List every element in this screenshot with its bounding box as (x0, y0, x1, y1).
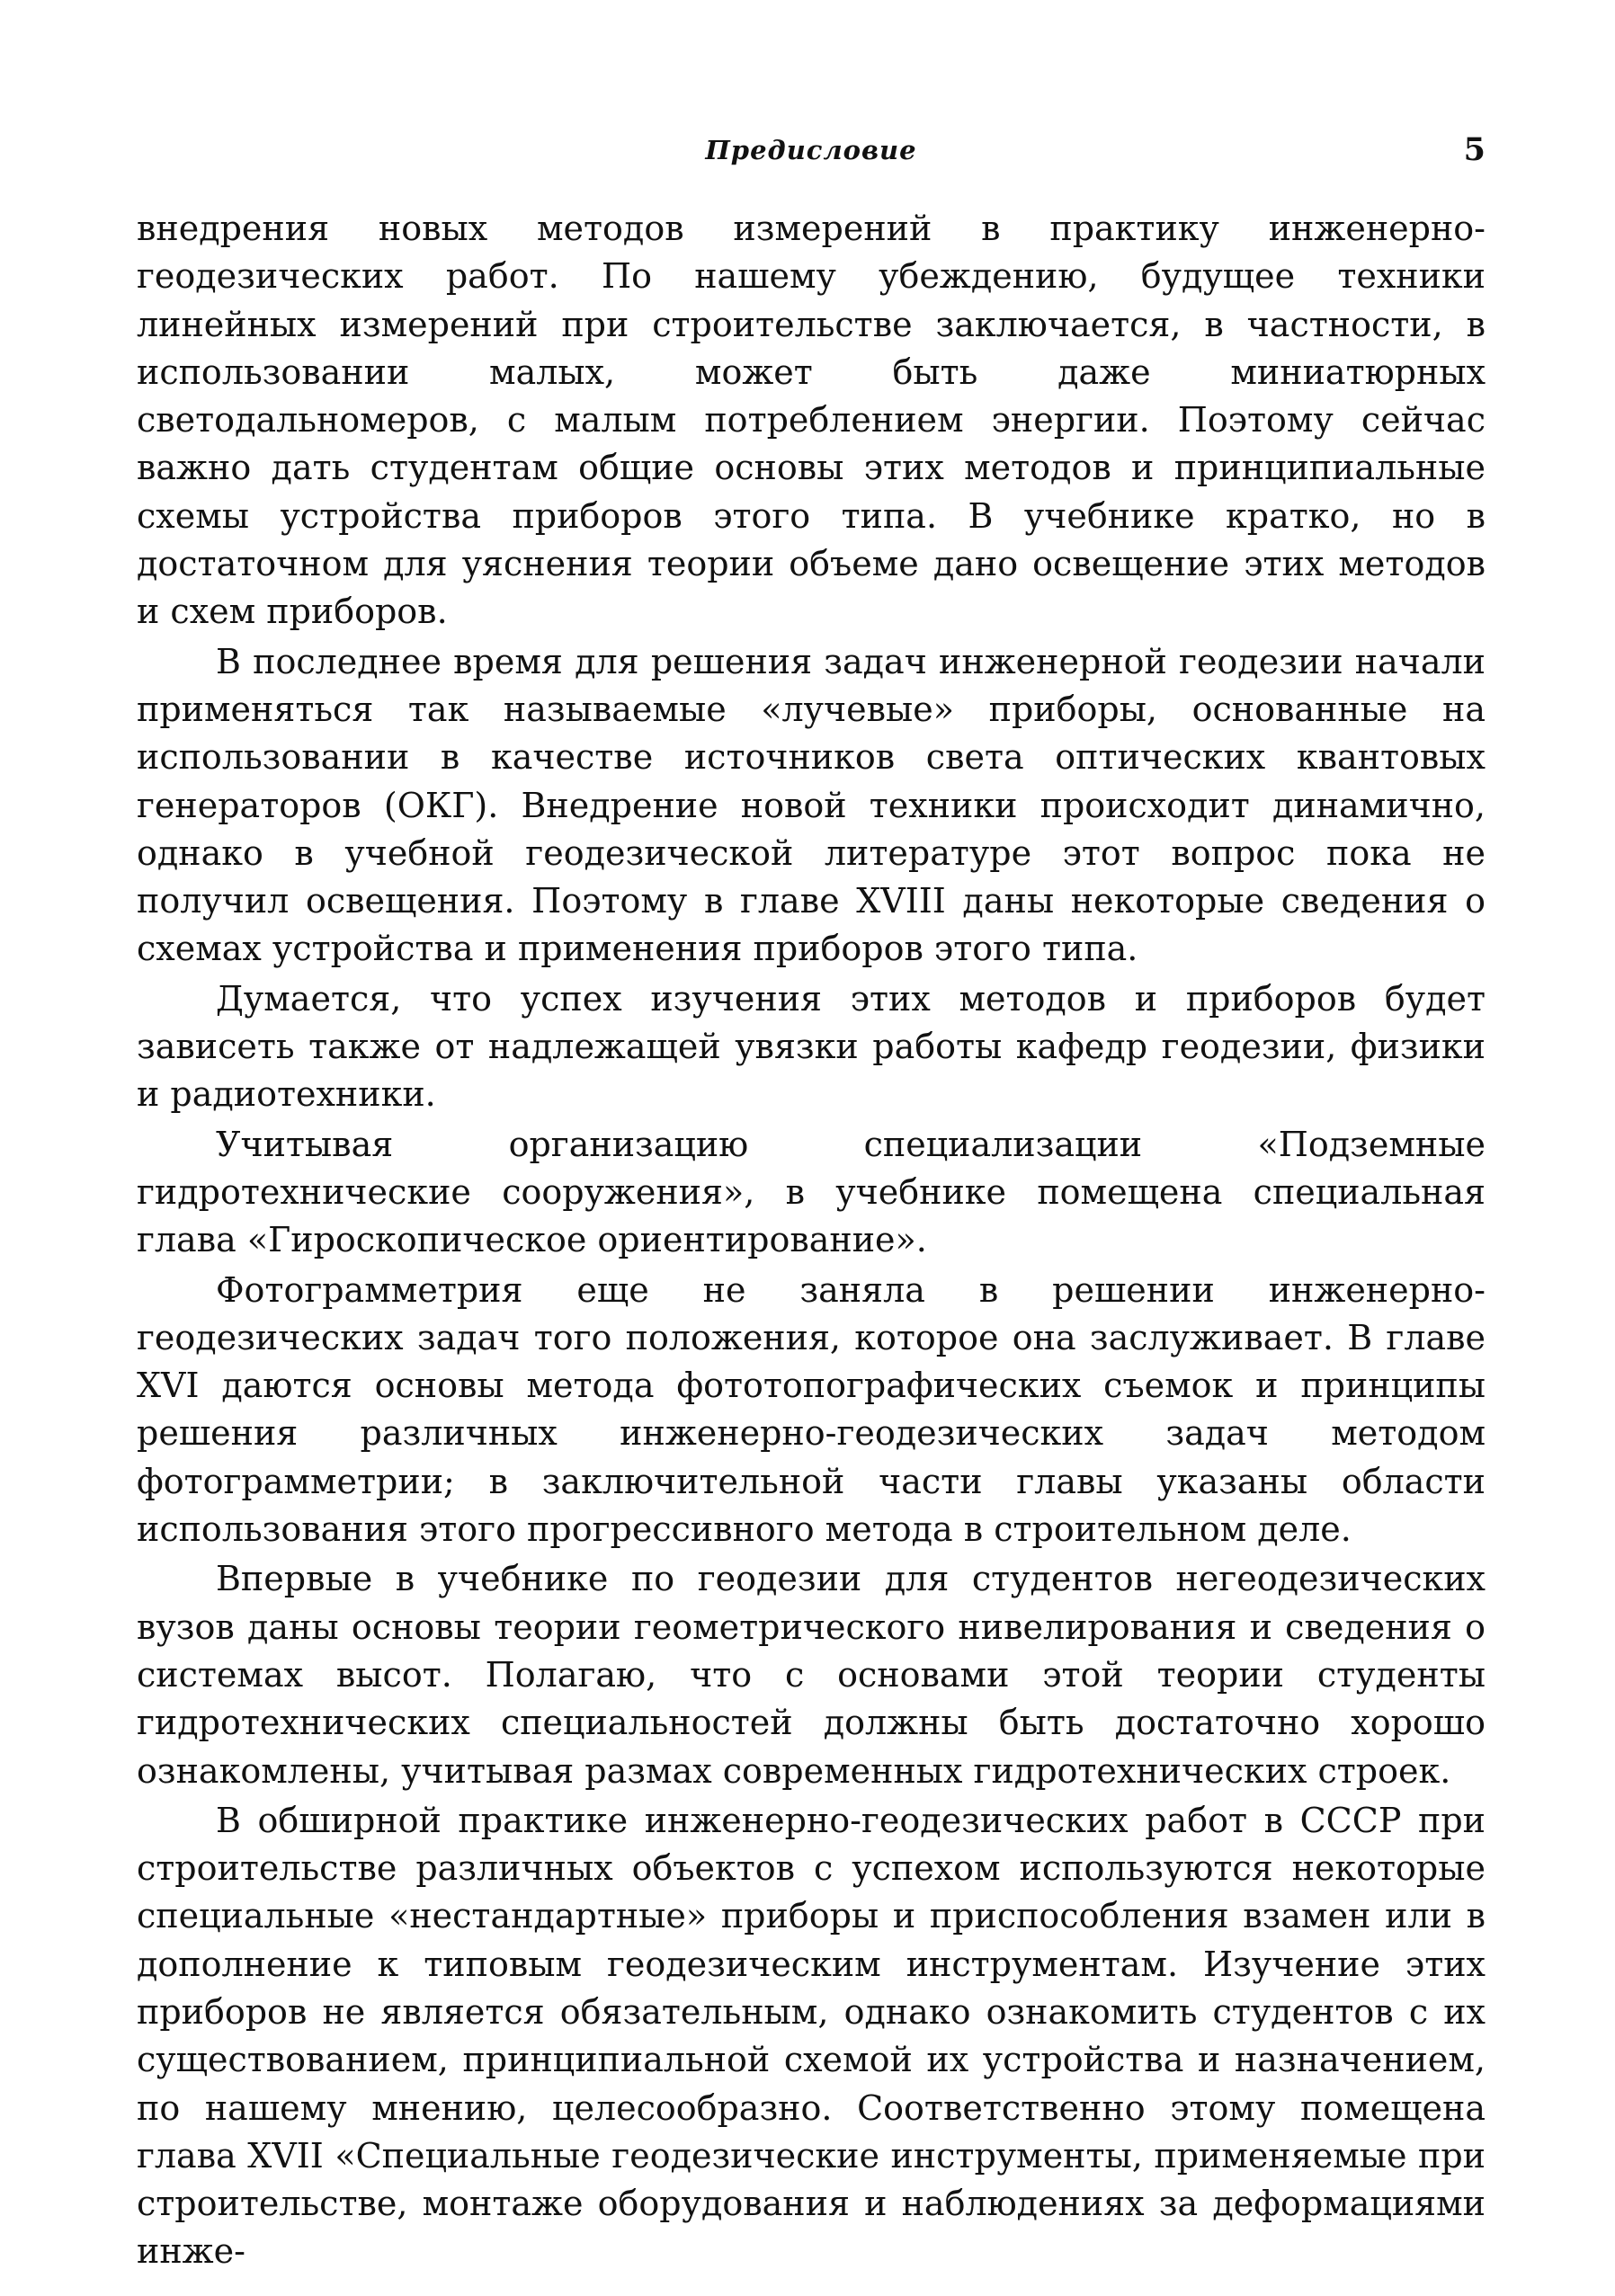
paragraph-leveling-theory: Впервые в учебнике по геодезии для студентов негеодезических вузов даны основы теории геометрического нивелирования и сведения о системах высот. Полагаю, что с основами этой теории студенты гидротехнических специальностей должны быть достаточно хорошо ознакомлены, учитывая размах современных гидротехнических строек. (137, 1559, 1486, 1791)
paragraph-continued: внедрения новых методов измерений в практику инженерно-геодезических работ. По нашему убеждению, будущее техники линейных измерений при строительстве заключается, в частности, в использовании малых, может быть даже миниатюрных светодальномеров, с малым потреблением энергии. Поэтому сейчас важно дать студентам общие основы этих методов и принципиальные схемы устройства приборов этого типа. В учебнике кратко, но в достаточном для уяснения теории объеме дано освещение этих методов и схем приборов. (137, 209, 1486, 632)
running-head (137, 128, 1486, 173)
document-page (137, 0, 1486, 2296)
body-text (137, 205, 1486, 2278)
page-number: 5 (1463, 131, 1486, 168)
paragraph-departments: Думается, что успех изучения этих методов и приборов будет зависеть также от надлежащей увязки работы кафедр геодезии, физики и радиотехники. (137, 978, 1486, 1115)
paragraph-special-instruments: В обширной практике инженерно-геодезических работ в СССР при строительстве различных объектов с успехом используются некоторые специальные «нестандартные» приборы и приспособления взамен или в дополнение к типовым геодезическим инструментам. Изучение этих приборов не является обязательным, однако ознакомить студентов с их существованием, принципиальной схемой их устройства и назначением, по нашему мнению, целесообразно. Соответственно этому помещена глава XVII «Специальные геодезические инструменты, применяемые при строительстве, монтаже оборудования и наблюдениях за деформациями инже- (137, 1800, 1486, 2272)
paragraph-gyroscopic: Учитывая организацию специализации «Подземные гидротехнические сооружения», в учебнике помещена специальная глава «Гироскопическое ориентирование». (137, 1124, 1486, 1260)
running-head-title: Предисловие (705, 135, 917, 165)
paragraph-laser-instruments: В последнее время для решения задач инженерной геодезии начали применяться так называемые «лучевые» приборы, основанные на использовании в качестве источников света оптических квантовых генераторов (ОКГ). Внедрение новой техники происходит динамично, однако в учебной геодезической литературе этот вопрос пока не получил освещения. Поэтому в главе XVIII даны некоторые сведения о схемах устройства и применения приборов этого типа. (137, 641, 1486, 969)
paragraph-photogrammetry: Фотограмметрия еще не заняла в решении инженерно-геодезических задач того положения, которое она заслуживает. В главе XVI даются основы метода фототопографических съемок и принципы решения различных инженерно-геодезических задач методом фотограмметрии; в заключительной части главы указаны области использования этого прогрессивного метода в строительном деле. (137, 1269, 1486, 1550)
